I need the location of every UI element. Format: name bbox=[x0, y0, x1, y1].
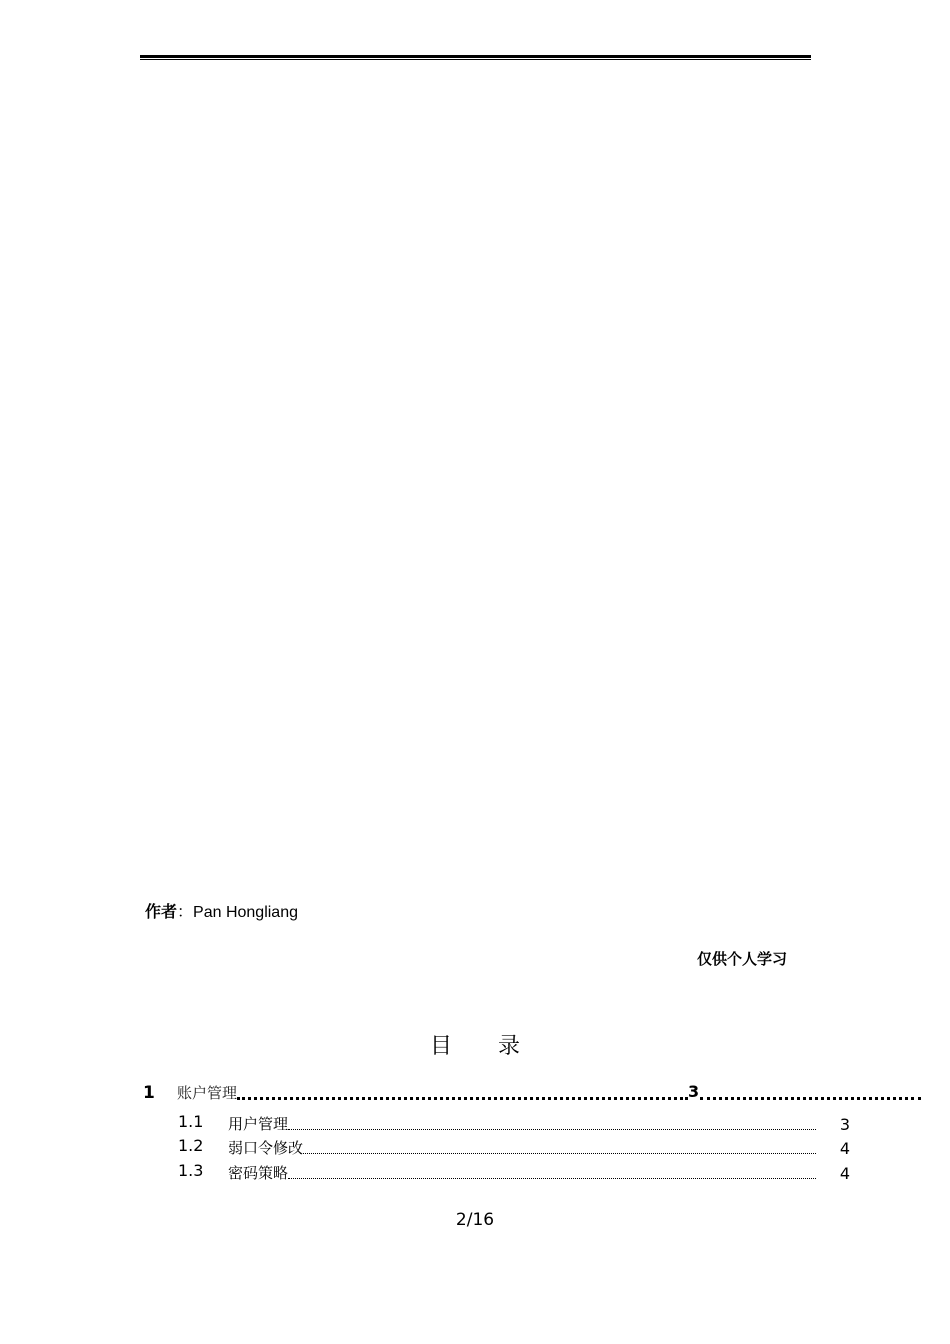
toc-entry-number: 1.2 bbox=[178, 1136, 204, 1155]
toc-entry-number: 1.1 bbox=[178, 1112, 204, 1131]
toc-title-char-1: 目 bbox=[430, 1034, 453, 1059]
toc-entry-label: 账户管理 bbox=[177, 1084, 238, 1102]
toc-entry-number: 1.3 bbox=[178, 1161, 204, 1180]
toc-dot-leader bbox=[303, 1139, 816, 1154]
toc-title-char-2: 录 bbox=[498, 1034, 521, 1059]
author-name: Pan Hongliang bbox=[193, 904, 298, 921]
toc-dot-leader bbox=[288, 1164, 816, 1179]
toc-entry-1[interactable] bbox=[143, 1082, 921, 1103]
toc-entry-page: 3 bbox=[839, 1115, 850, 1134]
toc-entry-label: 弱口令修改 bbox=[228, 1139, 304, 1157]
toc-dot-leader bbox=[700, 1083, 921, 1100]
toc-entry-1-2[interactable] bbox=[178, 1136, 850, 1158]
personal-study-note: 仅供个人学习 bbox=[697, 950, 788, 968]
toc-entry-1-1[interactable] bbox=[178, 1112, 850, 1134]
toc-entry-page: 4 bbox=[839, 1164, 850, 1183]
page-number: 2/16 bbox=[455, 1210, 495, 1230]
toc-entry-page: 4 bbox=[839, 1139, 850, 1158]
header-rule bbox=[140, 55, 811, 60]
toc-entry-page: 3 bbox=[688, 1082, 700, 1101]
author-separator: ： bbox=[177, 904, 194, 921]
toc-title bbox=[430, 1029, 520, 1060]
author-label: 作者 bbox=[145, 902, 178, 921]
toc-entry-number: 1 bbox=[143, 1083, 155, 1103]
toc-dot-leader bbox=[237, 1083, 688, 1100]
toc-entry-1-3[interactable] bbox=[178, 1161, 850, 1183]
author-line bbox=[145, 899, 298, 922]
toc-entry-label: 密码策略 bbox=[228, 1164, 289, 1182]
toc-entry-label: 用户管理 bbox=[228, 1115, 289, 1133]
toc-dot-leader bbox=[288, 1115, 816, 1130]
